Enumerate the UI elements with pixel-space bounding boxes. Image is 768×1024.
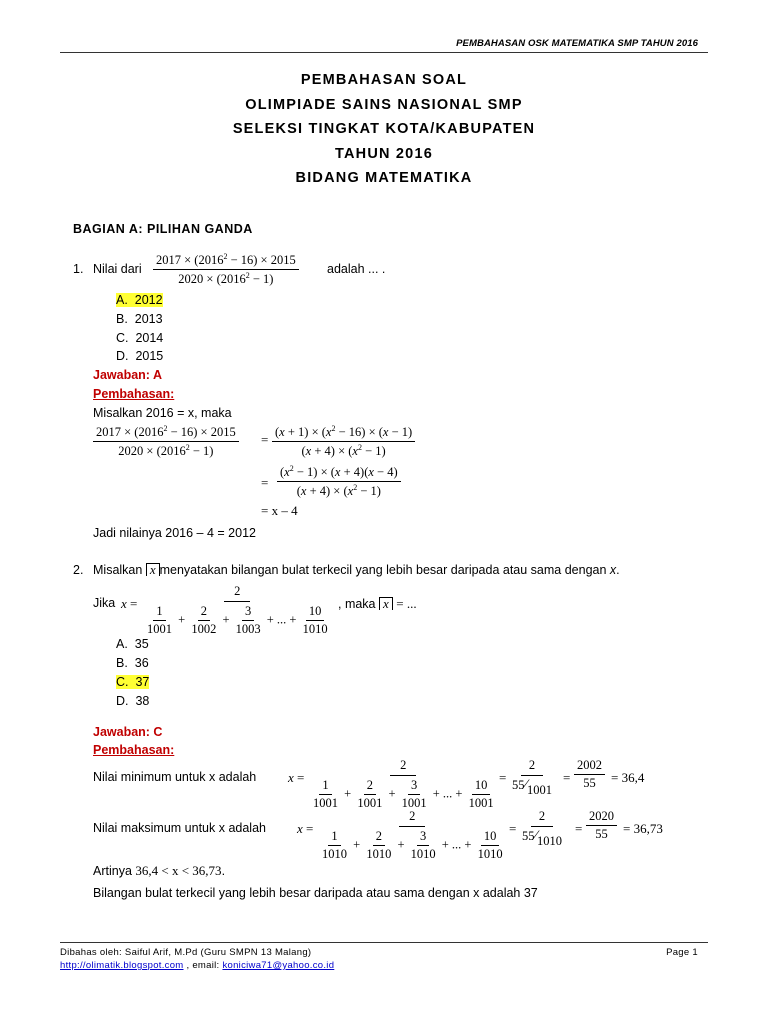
q1-prefix: Nilai dari xyxy=(93,262,142,276)
q1-option-a-letter: A. xyxy=(116,293,128,307)
q2-option-a-letter: A. xyxy=(116,637,128,651)
q2-min-mid-den: 55 xyxy=(583,776,596,790)
footer-page: Page 1 xyxy=(666,947,698,958)
q2-min-mid xyxy=(574,758,605,791)
q2-option-c-text: 37 xyxy=(135,675,150,689)
q1-option-a-text: 2012 xyxy=(134,293,163,307)
q2-answer: Jawaban: C xyxy=(93,725,163,739)
q2-statement: Misalkan x menyatakan bilangan bulat terkecil yang lebih besar daripada atau sama dengan x. xyxy=(93,562,620,577)
q2-option-c[interactable] xyxy=(116,675,149,689)
q2-ceil-symbol-2 xyxy=(379,597,393,610)
title-line-4: TAHUN 2016 xyxy=(335,146,433,162)
q2-option-a-text: 35 xyxy=(134,637,149,651)
section-heading: BAGIAN A: PILIHAN GANDA xyxy=(73,222,253,236)
q1-step1-eq: = xyxy=(261,432,269,447)
q2-min-fraction: 2 $\frac{1}{1001}$ + $\frac{2}{1001}$ + $\frac{3}{1001}$ + ... + $\frac{10}{1001}$ xyxy=(313,758,494,810)
q2-option-b[interactable] xyxy=(116,656,149,670)
q1-discussion-label: Pembahasan: xyxy=(93,387,175,401)
header-rule xyxy=(60,52,708,53)
q1-step1-right: $\frac{(x + 1) \times (x^2 - 16) \times (x - 1)}{(x + 4) \times (x^2 - 1)}$ xyxy=(272,424,415,459)
q2-max-mid-num: 2020 xyxy=(586,809,617,826)
title-line-5: BIDANG MATEMATIKA xyxy=(295,170,473,186)
q2-min-eq2: = xyxy=(563,770,571,785)
q2-ceil-var-2: x xyxy=(383,596,389,611)
q2-definition: 2 $\frac{1}{1001}$ + $\frac{2}{1002}$ + $\frac{3}{1003}$ + ... + $\frac{10}{1010}$ xyxy=(147,584,328,636)
q1-answer: Jawaban: A xyxy=(93,368,163,382)
title-line-1: PEMBAHASAN SOAL xyxy=(300,72,468,88)
q2-stmt-prefix: Misalkan xyxy=(93,563,143,577)
q2-option-d-letter: D. xyxy=(116,694,129,708)
q1-option-c[interactable] xyxy=(116,331,163,345)
q1-option-d-letter: D. xyxy=(116,349,129,363)
q2-max-eq1: = xyxy=(509,821,517,836)
q2-min-mid-num: 2002 xyxy=(574,758,605,775)
q2-artinya-line: Artinya 36,4 < x < 36,73. xyxy=(93,863,226,878)
footer-author: Dibahas oleh: Saiful Arif, M.Pd (Guru SMPN 13 Malang) xyxy=(60,947,312,958)
q2-final: Bilangan bulat terkecil yang lebih besar daripada atau sama dengan x adalah 37 xyxy=(93,886,538,900)
q1-number: 1. xyxy=(73,262,84,276)
q2-ceil-symbol xyxy=(146,563,160,576)
footer-rule xyxy=(60,942,708,943)
q1-option-b-letter: B. xyxy=(116,312,128,326)
q2-jika: Jika xyxy=(93,596,116,610)
q2-max-result: = 36,73 xyxy=(623,821,663,836)
q2-artinya: Artinya xyxy=(93,864,132,878)
q2-max-mid xyxy=(586,809,617,842)
q1-option-b-text: 2013 xyxy=(134,312,163,326)
q1-let-text: Misalkan 2016 = x, maka xyxy=(93,406,232,420)
q2-option-a[interactable] xyxy=(116,637,149,651)
q2-min-step: $\frac{2}{55⁄1001}$ xyxy=(512,758,553,797)
footer-email-link[interactable]: koniciwa71@yahoo.co.id xyxy=(222,960,335,971)
q2-option-b-text: 36 xyxy=(134,656,149,670)
footer-blog-link[interactable]: http://olimatik.blogspot.com xyxy=(60,960,184,971)
q2-x-eq: x = xyxy=(121,596,138,611)
q1-expression: $\frac{2017 \times (2016^2 - 16) \times 2015}{2020 \times (2016^2 - 1)}$ xyxy=(153,252,299,287)
title-line-2: OLIMPIADE SAINS NASIONAL SMP xyxy=(245,97,523,113)
q2-option-c-letter: C. xyxy=(116,675,129,689)
q2-min-text: Nilai minimum untuk x adalah xyxy=(93,770,257,784)
running-header: PEMBAHASAN OSK MATEMATIKA SMP TAHUN 2016 xyxy=(456,38,698,49)
q2-min-result: = 36,4 xyxy=(611,770,645,785)
q2-min-x-eq: x = xyxy=(288,770,305,785)
footer-links xyxy=(60,960,334,971)
q2-max-mid-den: 55 xyxy=(595,827,608,841)
q2-maka-text: , maka xyxy=(338,597,376,611)
q2-max-text: Nilai maksimum untuk x adalah xyxy=(93,821,266,835)
title-line-3: SELEKSI TINGKAT KOTA/KABUPATEN xyxy=(232,121,536,137)
q1-suffix: adalah ... . xyxy=(327,262,386,276)
q1-option-c-text: 2014 xyxy=(135,331,164,345)
q1-step2-eq: = xyxy=(261,475,269,490)
q2-max-step: $\frac{2}{55⁄1010}$ xyxy=(522,809,563,848)
q1-step1-left: $\frac{2017 \times (2016^2 - 16) \times 2015}{2020 \times (2016^2 - 1)}$ xyxy=(93,424,239,459)
q2-discussion-label: Pembahasan: xyxy=(93,743,175,757)
q2-stmt-suffix: menyatakan bilangan bulat terkecil yang lebih besar daripada atau sama dengan xyxy=(159,563,607,577)
q1-option-a[interactable] xyxy=(116,293,163,307)
q2-ceil-var: x xyxy=(149,562,156,577)
q1-option-d-text: 2015 xyxy=(135,349,164,363)
q2-max-x-eq: x = xyxy=(297,821,314,836)
q1-option-d[interactable] xyxy=(116,349,163,363)
q2-max-eq2: = xyxy=(575,821,583,836)
q2-option-d-text: 38 xyxy=(135,694,150,708)
q2-range: 36,4 < x < 36,73 xyxy=(135,863,222,878)
q2-option-b-letter: B. xyxy=(116,656,128,670)
q2-var: x xyxy=(609,563,617,577)
q2-option-d[interactable] xyxy=(116,694,149,708)
q2-maka-tail: = ... xyxy=(396,596,417,611)
q1-conclusion: Jadi nilainya 2016 – 4 = 2012 xyxy=(93,526,256,540)
q2-number: 2. xyxy=(73,563,84,577)
q1-step2: $\frac{(x^2 - 1) \times (x + 4)(x - 4)}{(x + 4) \times (x^2 - 1)}$ xyxy=(277,464,401,499)
q1-option-b[interactable] xyxy=(116,312,163,326)
q1-result: = x – 4 xyxy=(261,503,298,518)
q1-option-c-letter: C. xyxy=(116,331,129,345)
q2-max-fraction: 2 $\frac{1}{1010}$ + $\frac{2}{1010}$ + $\frac{3}{1010}$ + ... + $\frac{10}{1010}$ xyxy=(322,809,503,861)
q2-min-eq1: = xyxy=(499,770,507,785)
footer-email-label: , email: xyxy=(186,960,220,971)
q2-maka xyxy=(338,596,417,612)
